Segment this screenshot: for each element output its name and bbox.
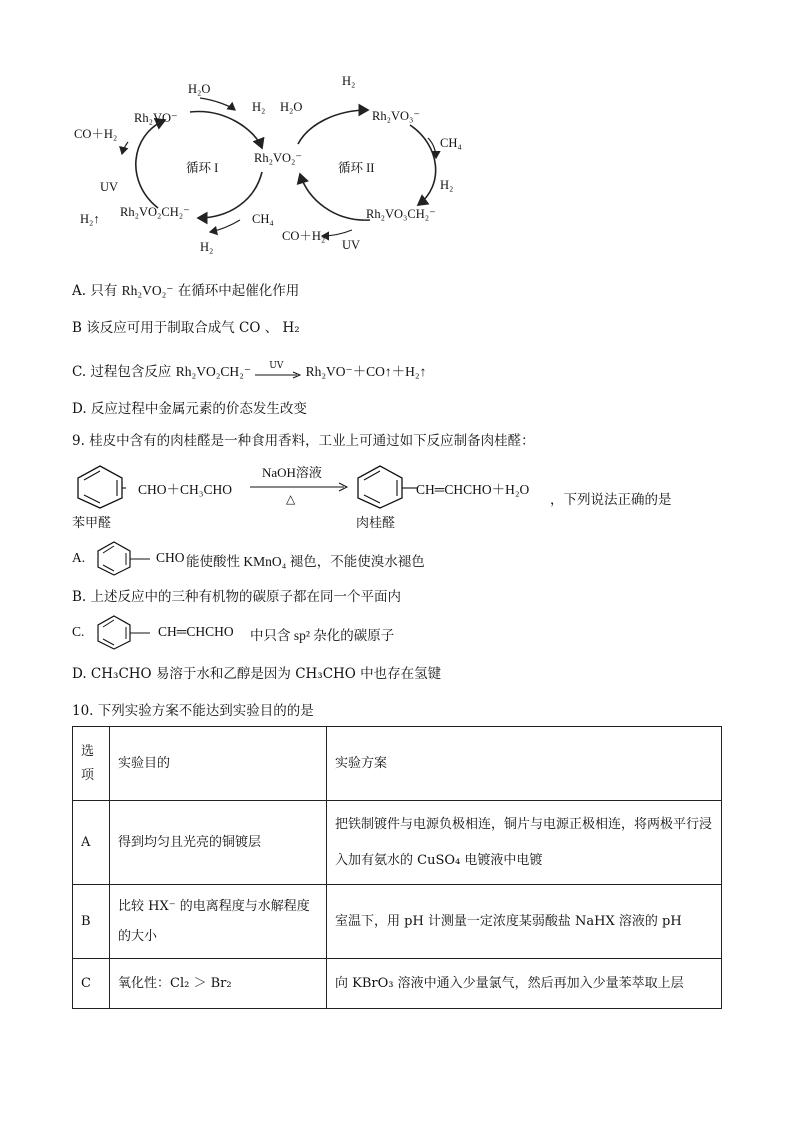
row-plan: 向 KBrO₃ 溶液中通入少量氯气，然后再加入少量苯萃取上层 [327, 959, 722, 1009]
cycle2-arc-top [298, 110, 368, 144]
h2o-top-left: H₂O [188, 82, 211, 96]
uv-left: UV [100, 180, 119, 194]
rh2vo2-center: Rh₂VO₂⁻ [254, 151, 302, 165]
q9-option-d: D. CH₃CHO 易溶于水和乙醇是因为 CH₃CHO 中也存在氢键 [72, 666, 442, 682]
cycle1-arc-top [190, 112, 262, 148]
reaction-arrow [250, 482, 350, 492]
h2o-in-arrow [200, 98, 235, 110]
q8-option-a: A. 只有 Rh₂VO₂⁻ 在循环中起催化作用 [72, 283, 300, 299]
benzene-ring-icon [74, 464, 126, 510]
row-plan: 把铁制镀件与电源负极相连，铜片与电源正极相连，将两极平行浸入加有氨水的 CuSO₄ 电镀液中电镀 [327, 801, 722, 885]
ch4-bottom: CH₄ [252, 212, 274, 226]
rh2vo3ch2: Rh₂VO₃CH₂⁻ [366, 207, 436, 221]
experiment-table [72, 726, 722, 1009]
row-option: B [73, 885, 110, 959]
cycle2-arc-right [410, 125, 436, 205]
table-row [73, 885, 722, 959]
benzene-ring-icon [94, 540, 154, 576]
co-h2-bottom: CO＋H₂ [282, 229, 326, 243]
table-row [73, 801, 722, 885]
cycle2-label: 循环 II [338, 161, 375, 175]
header-purpose: 实验目的 [110, 727, 327, 801]
q8-option-b: B 该反应可用于制取合成气 CO 、 H₂ [72, 320, 300, 336]
rh2vo3: Rh₂VO₃⁻ [372, 109, 420, 123]
benzene-ring-icon [354, 464, 424, 510]
cycle1-arc-left [136, 120, 165, 208]
q8-option-c: C. 过程包含反应 Rh₂VO₂CH₂⁻ UV Rh₂VO⁻＋CO↑＋H₂↑ [72, 360, 427, 380]
h2-bottom: H₂ [200, 240, 214, 254]
h2-right: H₂ [440, 178, 454, 192]
reactant-group: CHO＋CH₃CHO [138, 482, 232, 497]
row-purpose: 氧化性：Cl₂ ＞ Br₂ [110, 959, 327, 1009]
reagent-label: NaOH溶液 [262, 465, 322, 480]
row-purpose: 得到均匀且光亮的铜镀层 [110, 801, 327, 885]
uv-arrow: UV [255, 365, 301, 381]
h2-up-left: H₂↑ [80, 212, 100, 226]
q9-question: ，下列说法正确的是 [550, 492, 672, 508]
catalytic-cycle-diagram [70, 70, 470, 270]
co-h2-out-arrow [122, 142, 128, 154]
header-plan: 实验方案 [327, 727, 722, 801]
reactant-name: 苯甲醛 [72, 516, 112, 531]
row-option: C [73, 959, 110, 1009]
q9-option-a: A. CHO 能使酸性 KMnO₄ 褪色，不能使溴水褪色 [72, 540, 572, 576]
ch4-in-arrow [210, 220, 240, 232]
header-option: 选项 [73, 727, 110, 801]
product-group: CH═CHCHO＋H₂O [416, 482, 530, 497]
rh2vo2ch2: Rh₂VO₂CH₂⁻ [120, 205, 190, 219]
h2-top-left: H₂ [252, 100, 266, 114]
q10-stem: 10. 下列实验方案不能达到实验目的的是 [72, 703, 314, 719]
uv-bottom: UV [342, 238, 361, 252]
rh2vo-minus: Rh₂VO⁻ [134, 111, 178, 125]
row-purpose: 比较 HX⁻ 的电离程度与水解程度的大小 [110, 885, 327, 959]
table-row [73, 959, 722, 1009]
q9-stem: 9. 桂皮中含有的肉桂醛是一种食用香料，工业上可通过如下反应制备肉桂醛： [72, 433, 535, 449]
row-plan: 室温下，用 pH 计测量一定浓度某弱酸盐 NaHX 溶液的 pH [327, 885, 722, 959]
cycle-arrows [70, 70, 470, 270]
h2o-top-right: H₂O [280, 100, 303, 114]
cycle2-arc-bottom [300, 174, 370, 220]
q9-option-b: B. 上述反应中的三种有机物的碳原子都在同一个平面内 [72, 589, 402, 605]
table-header-row [73, 727, 722, 801]
uv-in-arrow [322, 230, 352, 236]
q8-option-d: D. 反应过程中金属元素的价态发生改变 [72, 401, 307, 417]
ch4-in-arrow-right [428, 138, 436, 158]
product-name: 肉桂醛 [356, 516, 396, 531]
h2-top-right: H₂ [342, 74, 356, 88]
cycle1-label: 循环 I [186, 161, 219, 175]
condition-label: △ [286, 492, 296, 506]
co-h2-left: CO＋H₂ [74, 127, 118, 141]
row-option: A [73, 801, 110, 885]
q9-reaction [72, 462, 712, 534]
q9-option-c: C. CH═CHCHO 中只含 sp² 杂化的碳原子 [72, 614, 572, 650]
benzene-ring-icon [94, 614, 154, 650]
ch4-right: CH₄ [440, 136, 462, 150]
